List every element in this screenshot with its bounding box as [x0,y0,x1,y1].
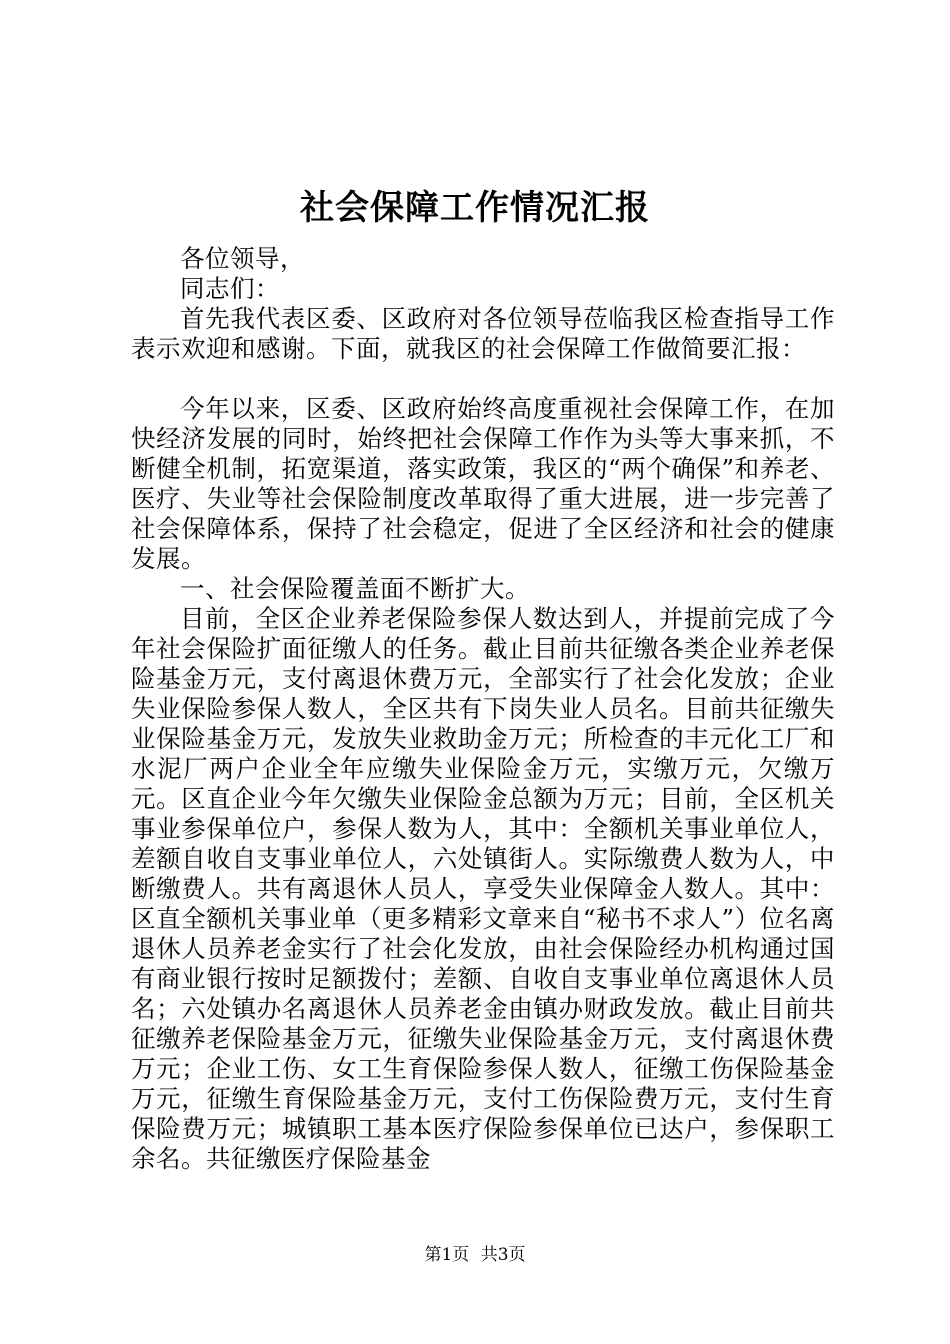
section-heading-1: 一、社会保险覆盖面不断扩大。 [180,574,530,603]
document-body [131,244,835,1174]
salutation-leaders: 各位领导， [180,244,305,273]
page-footer [0,1244,950,1266]
page-total: 共3页 [480,1245,526,1265]
page-number: 第1页 [424,1245,470,1265]
paragraph-intro: 首先我代表区委、区政府对各位领导莅临我区检查指导工作表示欢迎和感谢。下面，就我区的社会保障工作做简要汇报： [131,304,835,363]
salutation-comrades: 同志们： [180,274,280,303]
paragraph-coverage: 目前，全区企业养老保险参保人数达到人，并提前完成了今年社会保险扩面征缴人的任务。截止目前共征缴各类企业养老保险基金万元，支付离退休费万元，全部实行了社会化发放；企业失业保险参保人数人，全区共有下岗失业人员名。目前共征缴失业保险基金万元，发放失业救助金万元；所检查的丰元化工厂和水泥厂两户企业全年应缴失业保险金万元，实缴万元，欠缴万元。区直企业今年欠缴失业保险金总额为万元；目前，全区机关事业参保单位户，参保人数为人，其中：全额机关事业单位人，差额自收自支事业单位人，六处镇街人。实际缴费人数为人，中断缴费人。共有离退休人员人，享受失业保障金人数人。其中：区直全额机关事业单（更多精彩文章来自“秘书不求人”）位名离退休人员养老金实行了社会化发放，由社会保险经办机构通过国有商业银行按时足额拨付；差额、自收自支事业单位离退休人员名；六处镇办名离退休人员养老金由镇办财政发放。截止目前共征缴养老保险基金万元，征缴失业保险基金万元，支付离退休费万元；企业工伤、女工生育保险参保人数人，征缴工伤保险基金万元，征缴生育保险基金万元，支付工伤保险费万元，支付生育保险费万元；城镇职工基本医疗保险参保单位已达户，参保职工余名。共征缴医疗保险基金 [131,604,835,1173]
paragraph-overview: 今年以来，区委、区政府始终高度重视社会保障工作，在加快经济发展的同时，始终把社会保障工作作为头等大事来抓，不断健全机制，拓宽渠道，落实政策，我区的“两个确保”和养老、医疗、失业等社会保险制度改革取得了重大进展，进一步完善了社会保障体系，保持了社会稳定，促进了全区经济和社会的健康发展。 [131,394,835,573]
document-title: 社会保障工作情况汇报 [300,188,650,228]
